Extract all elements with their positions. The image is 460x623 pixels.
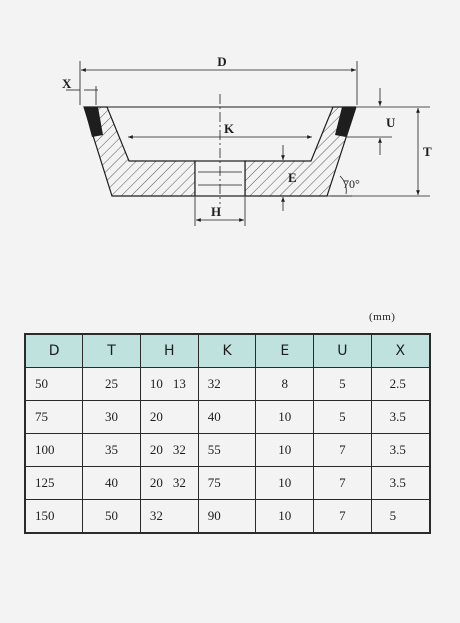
label-u: U [386, 115, 396, 130]
cell-h: 20 32 [140, 434, 198, 467]
header-u: U [314, 334, 372, 368]
header-x: X [371, 334, 430, 368]
cell-x: 3.5 [371, 467, 430, 500]
label-k: K [223, 121, 235, 136]
cell-h: 32 [140, 500, 198, 534]
cell-d: 100 [25, 434, 83, 467]
cell-d: 75 [25, 401, 83, 434]
cell-k: 90 [198, 500, 256, 534]
cell-k: 32 [198, 368, 256, 401]
cell-e: 8 [256, 368, 314, 401]
spec-table [24, 333, 431, 534]
label-angle: 70° [343, 177, 360, 191]
cell-h: 20 [140, 401, 198, 434]
label-h: H [210, 204, 222, 219]
label-e: E [288, 170, 297, 185]
cell-k: 75 [198, 467, 256, 500]
cell-h: 20 32 [140, 467, 198, 500]
label-t: T [423, 144, 432, 159]
header-e: E [256, 334, 314, 368]
cell-d: 125 [25, 467, 83, 500]
header-k: K [198, 334, 256, 368]
cell-e: 10 [256, 467, 314, 500]
cell-e: 10 [256, 401, 314, 434]
cell-h: 10 13 [140, 368, 198, 401]
cell-k: 55 [198, 434, 256, 467]
cell-u: 7 [314, 434, 372, 467]
dimension-h [195, 197, 245, 226]
header-d: D [25, 334, 83, 368]
table-row [25, 368, 430, 401]
cell-u: 7 [314, 467, 372, 500]
cell-x: 3.5 [371, 434, 430, 467]
label-x: X [62, 76, 72, 91]
cell-t: 35 [83, 434, 141, 467]
cup-wheel-drawing [0, 0, 460, 260]
table-row [25, 434, 430, 467]
table-row [25, 467, 430, 500]
cell-t: 25 [83, 368, 141, 401]
table-header-row [25, 334, 430, 368]
table-row [25, 500, 430, 534]
cell-e: 10 [256, 434, 314, 467]
cell-x: 2.5 [371, 368, 430, 401]
cell-t: 50 [83, 500, 141, 534]
cell-d: 50 [25, 368, 83, 401]
cell-x: 5 [371, 500, 430, 534]
cell-u: 7 [314, 500, 372, 534]
cell-d: 150 [25, 500, 83, 534]
cell-t: 30 [83, 401, 141, 434]
dimension-d [80, 54, 357, 105]
cell-k: 40 [198, 401, 256, 434]
table-row [25, 401, 430, 434]
label-d: D [217, 54, 227, 69]
cell-x: 3.5 [371, 401, 430, 434]
dimension-u [347, 88, 396, 155]
cell-u: 5 [314, 401, 372, 434]
header-t: T [83, 334, 141, 368]
cell-e: 10 [256, 500, 314, 534]
cell-t: 40 [83, 467, 141, 500]
cell-u: 5 [314, 368, 372, 401]
unit-note: (mm) [369, 311, 396, 323]
header-h: H [140, 334, 198, 368]
